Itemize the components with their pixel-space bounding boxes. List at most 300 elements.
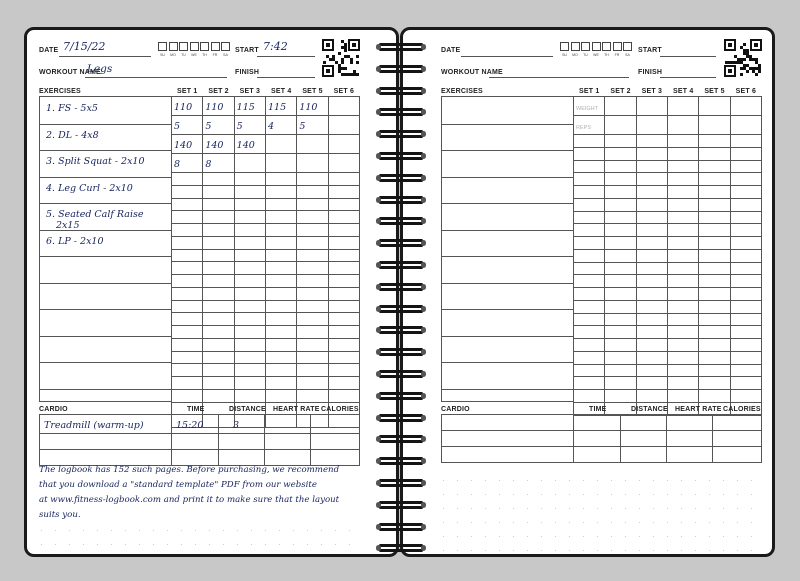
day-checkbox[interactable] [158,42,167,51]
set-cell[interactable] [574,198,605,211]
set-cell[interactable] [203,377,234,390]
cardio-cell[interactable] [713,415,762,431]
set-cell[interactable] [699,275,730,288]
set-cell[interactable] [605,237,636,250]
set-cell[interactable] [730,237,761,250]
set-cell[interactable] [328,262,359,275]
set-cell[interactable] [297,224,328,237]
set-cell[interactable] [667,249,698,262]
set-cell[interactable] [730,377,761,390]
set-cell[interactable] [203,338,234,351]
set-cell[interactable] [636,173,667,186]
set-cell[interactable] [699,173,730,186]
set-cell[interactable] [605,173,636,186]
set-cell[interactable] [699,313,730,326]
cardio-cell[interactable] [621,447,667,463]
set-cell[interactable] [699,224,730,237]
cardio-cell[interactable] [713,447,762,463]
set-cell[interactable] [636,377,667,390]
set-cell[interactable] [234,313,265,326]
set-cell[interactable] [667,262,698,275]
set-cell[interactable] [730,116,761,135]
set-cell[interactable] [667,275,698,288]
set-cell[interactable] [328,135,359,154]
day-checkbox[interactable] [560,42,569,51]
set-cell[interactable] [328,389,359,402]
set-cell[interactable] [636,275,667,288]
exercise-name[interactable]: 5. Seated Calf Raise [46,209,144,220]
set-cell[interactable] [636,262,667,275]
sets-grid[interactable] [171,96,360,428]
exercise-name[interactable]: 3. Split Squat - 2x10 [46,156,145,167]
set-cell[interactable] [636,339,667,352]
set-cell[interactable] [574,275,605,288]
set-cell[interactable] [203,185,234,198]
set-cell[interactable] [605,339,636,352]
set-cell[interactable] [574,326,605,339]
set-cell[interactable] [699,249,730,262]
set-cell[interactable] [636,390,667,403]
set-cell[interactable] [667,97,698,116]
set-cell[interactable] [265,249,296,262]
set-cell[interactable] [234,236,265,249]
set-cell[interactable] [730,173,761,186]
set-cell[interactable] [636,237,667,250]
set-cell[interactable] [667,364,698,377]
set-cell[interactable] [730,135,761,148]
set-cell[interactable] [234,364,265,377]
set-cell[interactable] [605,377,636,390]
cardio-cell[interactable] [172,434,219,450]
set-cell[interactable] [234,224,265,237]
cardio-cell[interactable] [574,447,621,463]
set-cell[interactable] [605,224,636,237]
set-cell[interactable] [605,211,636,224]
set-cell[interactable] [605,147,636,160]
set-cell[interactable] [699,160,730,173]
set-cell[interactable] [234,338,265,351]
set-cell[interactable] [699,390,730,403]
set-cell[interactable] [730,364,761,377]
set-cell[interactable] [605,390,636,403]
set-cell[interactable] [203,211,234,224]
set-cell[interactable] [636,97,667,116]
set-cell[interactable] [574,116,605,135]
set-cell[interactable] [297,185,328,198]
cardio-cell[interactable] [40,434,172,450]
set-cell[interactable] [203,351,234,364]
set-cell[interactable] [172,338,203,351]
set-cell[interactable] [636,313,667,326]
cardio-cell[interactable] [265,434,311,450]
set-cell[interactable] [297,351,328,364]
set-cell[interactable] [328,338,359,351]
day-checkbox[interactable] [613,42,622,51]
cardio-cell[interactable] [713,431,762,447]
set-cell[interactable] [574,211,605,224]
set-cell[interactable] [172,364,203,377]
start-value[interactable]: 7:42 [263,40,288,53]
set-cell[interactable] [328,364,359,377]
set-cell[interactable] [636,135,667,148]
set-cell[interactable] [297,275,328,288]
set-cell[interactable] [234,97,265,116]
day-checkbox[interactable] [169,42,178,51]
set-cell[interactable] [605,288,636,301]
set-cell[interactable] [667,147,698,160]
set-cell[interactable] [730,198,761,211]
set-cell[interactable] [172,211,203,224]
set-cell[interactable] [667,160,698,173]
set-cell[interactable] [636,211,667,224]
day-checkbox[interactable] [200,42,209,51]
set-cell[interactable] [265,326,296,339]
set-cell[interactable] [699,135,730,148]
set-cell[interactable] [605,186,636,199]
set-cell[interactable] [730,351,761,364]
set-cell[interactable] [234,262,265,275]
cardio-cell[interactable] [265,415,311,434]
set-cell[interactable] [574,97,605,116]
set-cell[interactable] [203,173,234,186]
set-cell[interactable] [730,326,761,339]
set-cell[interactable] [699,211,730,224]
set-cell[interactable] [172,377,203,390]
set-cell[interactable] [605,135,636,148]
set-cell[interactable] [636,198,667,211]
set-cell[interactable] [328,116,359,135]
set-cell[interactable] [605,300,636,313]
set-cell[interactable] [172,236,203,249]
set-cell[interactable] [667,390,698,403]
set-cell[interactable] [699,288,730,301]
set-cell[interactable] [234,185,265,198]
set-cell[interactable] [234,198,265,211]
set-cell[interactable] [265,211,296,224]
set-cell[interactable] [574,351,605,364]
exercise-name[interactable]: 6. LP - 2x10 [46,235,104,247]
set-cell[interactable] [574,173,605,186]
set-cell[interactable] [328,275,359,288]
day-checkbox[interactable] [623,42,632,51]
set-cell[interactable] [172,313,203,326]
cardio-table[interactable] [441,414,762,463]
set-cell[interactable] [328,154,359,173]
set-cell[interactable] [699,364,730,377]
set-cell[interactable] [265,97,296,116]
cardio-cell[interactable] [442,431,574,447]
cardio-cell[interactable] [667,415,713,431]
set-cell[interactable] [699,198,730,211]
set-cell[interactable] [574,135,605,148]
set-cell[interactable] [667,339,698,352]
set-cell[interactable] [234,135,265,154]
exercise-name[interactable]: 2. DL - 4x8 [46,129,99,141]
set-cell[interactable] [234,351,265,364]
cardio-cell[interactable] [311,434,360,450]
set-cell[interactable] [265,198,296,211]
set-cell[interactable] [574,186,605,199]
set-cell[interactable] [172,287,203,300]
set-cell[interactable] [730,275,761,288]
set-cell[interactable] [328,198,359,211]
set-cell[interactable] [203,116,234,135]
set-cell[interactable] [699,186,730,199]
set-cell[interactable] [667,313,698,326]
set-cell[interactable] [699,237,730,250]
day-checkbox[interactable] [581,42,590,51]
set-cell[interactable] [297,326,328,339]
set-cell[interactable] [636,186,667,199]
set-cell[interactable] [605,326,636,339]
set-cell[interactable] [234,389,265,402]
set-cell[interactable] [667,237,698,250]
day-checkbox[interactable] [592,42,601,51]
set-cell[interactable] [297,198,328,211]
cardio-cell[interactable] [219,415,265,434]
set-cell[interactable] [234,116,265,135]
set-cell[interactable] [297,116,328,135]
cardio-cell[interactable] [442,447,574,463]
set-cell[interactable] [172,173,203,186]
set-cell[interactable] [730,300,761,313]
set-cell[interactable] [605,351,636,364]
cardio-cell[interactable] [621,431,667,447]
set-cell[interactable] [667,300,698,313]
date-value[interactable]: 7/15/22 [63,40,106,53]
set-cell[interactable] [203,364,234,377]
cardio-table[interactable] [39,414,360,466]
cardio-cell[interactable] [574,431,621,447]
set-cell[interactable] [265,173,296,186]
set-cell[interactable] [574,313,605,326]
set-cell[interactable] [234,211,265,224]
set-cell[interactable] [574,377,605,390]
set-cell[interactable] [234,287,265,300]
set-cell[interactable] [172,224,203,237]
cardio-cell[interactable] [172,415,219,434]
set-cell[interactable] [667,326,698,339]
set-cell[interactable] [328,236,359,249]
day-checkbox[interactable] [211,42,220,51]
cardio-cell[interactable] [311,415,360,434]
day-checkbox[interactable] [221,42,230,51]
set-cell[interactable] [636,288,667,301]
set-cell[interactable] [699,97,730,116]
set-cell[interactable] [234,300,265,313]
set-cell[interactable] [730,211,761,224]
set-cell[interactable] [265,116,296,135]
day-checkbox[interactable] [190,42,199,51]
set-cell[interactable] [574,300,605,313]
set-cell[interactable] [328,224,359,237]
set-cell[interactable] [730,224,761,237]
set-cell[interactable] [605,160,636,173]
set-cell[interactable] [234,377,265,390]
set-cell[interactable] [328,287,359,300]
set-cell[interactable] [234,275,265,288]
set-cell[interactable] [605,198,636,211]
set-cell[interactable] [203,326,234,339]
set-cell[interactable] [297,300,328,313]
set-cell[interactable] [328,211,359,224]
set-cell[interactable] [730,390,761,403]
set-cell[interactable] [328,300,359,313]
set-cell[interactable] [297,97,328,116]
set-cell[interactable] [605,275,636,288]
set-cell[interactable] [667,351,698,364]
set-cell[interactable] [172,326,203,339]
set-cell[interactable] [203,97,234,116]
day-checkbox[interactable] [602,42,611,51]
set-cell[interactable] [297,154,328,173]
set-cell[interactable] [730,147,761,160]
set-cell[interactable] [699,116,730,135]
set-cell[interactable] [234,326,265,339]
set-cell[interactable] [667,288,698,301]
set-cell[interactable] [265,313,296,326]
set-cell[interactable] [203,198,234,211]
set-cell[interactable] [574,224,605,237]
set-cell[interactable] [203,389,234,402]
set-cell[interactable] [203,300,234,313]
set-cell[interactable] [636,351,667,364]
set-cell[interactable] [699,339,730,352]
sets-grid[interactable] [573,96,762,416]
cardio-cell[interactable] [219,434,265,450]
set-cell[interactable] [667,377,698,390]
set-cell[interactable] [605,97,636,116]
set-cell[interactable] [297,287,328,300]
set-cell[interactable] [297,236,328,249]
set-cell[interactable] [574,339,605,352]
set-cell[interactable] [574,390,605,403]
cardio-cell[interactable] [574,415,621,431]
set-cell[interactable] [265,287,296,300]
set-cell[interactable] [574,262,605,275]
set-cell[interactable] [730,186,761,199]
set-cell[interactable] [605,116,636,135]
set-cell[interactable] [605,313,636,326]
set-cell[interactable] [234,154,265,173]
set-cell[interactable] [265,135,296,154]
set-cell[interactable] [265,364,296,377]
set-cell[interactable] [265,185,296,198]
set-cell[interactable] [328,173,359,186]
set-cell[interactable] [203,224,234,237]
set-cell[interactable] [265,154,296,173]
set-cell[interactable] [328,185,359,198]
set-cell[interactable] [265,300,296,313]
set-cell[interactable] [265,262,296,275]
set-cell[interactable] [203,287,234,300]
set-cell[interactable] [730,339,761,352]
cardio-cell[interactable] [667,431,713,447]
set-cell[interactable] [667,198,698,211]
set-cell[interactable] [328,249,359,262]
set-cell[interactable] [234,173,265,186]
set-cell[interactable] [265,338,296,351]
set-cell[interactable] [667,116,698,135]
set-cell[interactable] [265,389,296,402]
set-cell[interactable] [297,364,328,377]
workout-name-value[interactable]: Legs [87,63,113,75]
set-cell[interactable] [265,275,296,288]
set-cell[interactable] [328,326,359,339]
set-cell[interactable] [667,211,698,224]
set-cell[interactable] [172,351,203,364]
set-cell[interactable] [297,389,328,402]
set-cell[interactable] [730,288,761,301]
set-cell[interactable] [172,116,203,135]
exercise-name[interactable]: 1. FS - 5x5 [46,103,98,114]
set-cell[interactable] [172,300,203,313]
set-cell[interactable] [172,198,203,211]
set-cell[interactable] [699,351,730,364]
set-cell[interactable] [699,262,730,275]
set-cell[interactable] [172,275,203,288]
set-cell[interactable] [699,377,730,390]
set-cell[interactable] [297,313,328,326]
exercise-name[interactable]: 4. Leg Curl - 2x10 [46,182,133,194]
set-cell[interactable] [699,300,730,313]
set-cell[interactable] [172,135,203,154]
set-cell[interactable] [636,224,667,237]
set-cell[interactable] [297,135,328,154]
cardio-cell[interactable] [40,415,172,434]
day-checkbox[interactable] [179,42,188,51]
cardio-cell[interactable] [621,415,667,431]
set-cell[interactable] [172,262,203,275]
set-cell[interactable] [699,147,730,160]
set-cell[interactable] [667,135,698,148]
set-cell[interactable] [265,351,296,364]
set-cell[interactable] [265,224,296,237]
set-cell[interactable] [730,313,761,326]
set-cell[interactable] [203,313,234,326]
set-cell[interactable] [699,326,730,339]
set-cell[interactable] [203,262,234,275]
set-cell[interactable] [203,249,234,262]
set-cell[interactable] [574,364,605,377]
set-cell[interactable] [172,154,203,173]
cardio-cell[interactable] [667,447,713,463]
set-cell[interactable] [574,249,605,262]
set-cell[interactable] [667,173,698,186]
set-cell[interactable] [172,185,203,198]
cardio-cell[interactable] [442,415,574,431]
set-cell[interactable] [297,211,328,224]
set-cell[interactable] [172,97,203,116]
set-cell[interactable] [172,249,203,262]
set-cell[interactable] [636,300,667,313]
set-cell[interactable] [328,351,359,364]
set-cell[interactable] [297,338,328,351]
set-cell[interactable] [265,377,296,390]
set-cell[interactable] [636,116,667,135]
set-cell[interactable] [636,160,667,173]
set-cell[interactable] [730,249,761,262]
set-cell[interactable] [297,377,328,390]
set-cell[interactable] [574,237,605,250]
set-cell[interactable] [730,160,761,173]
set-cell[interactable] [297,262,328,275]
set-cell[interactable] [328,313,359,326]
day-checkbox[interactable] [571,42,580,51]
set-cell[interactable] [297,173,328,186]
set-cell[interactable] [328,97,359,116]
set-cell[interactable] [328,377,359,390]
